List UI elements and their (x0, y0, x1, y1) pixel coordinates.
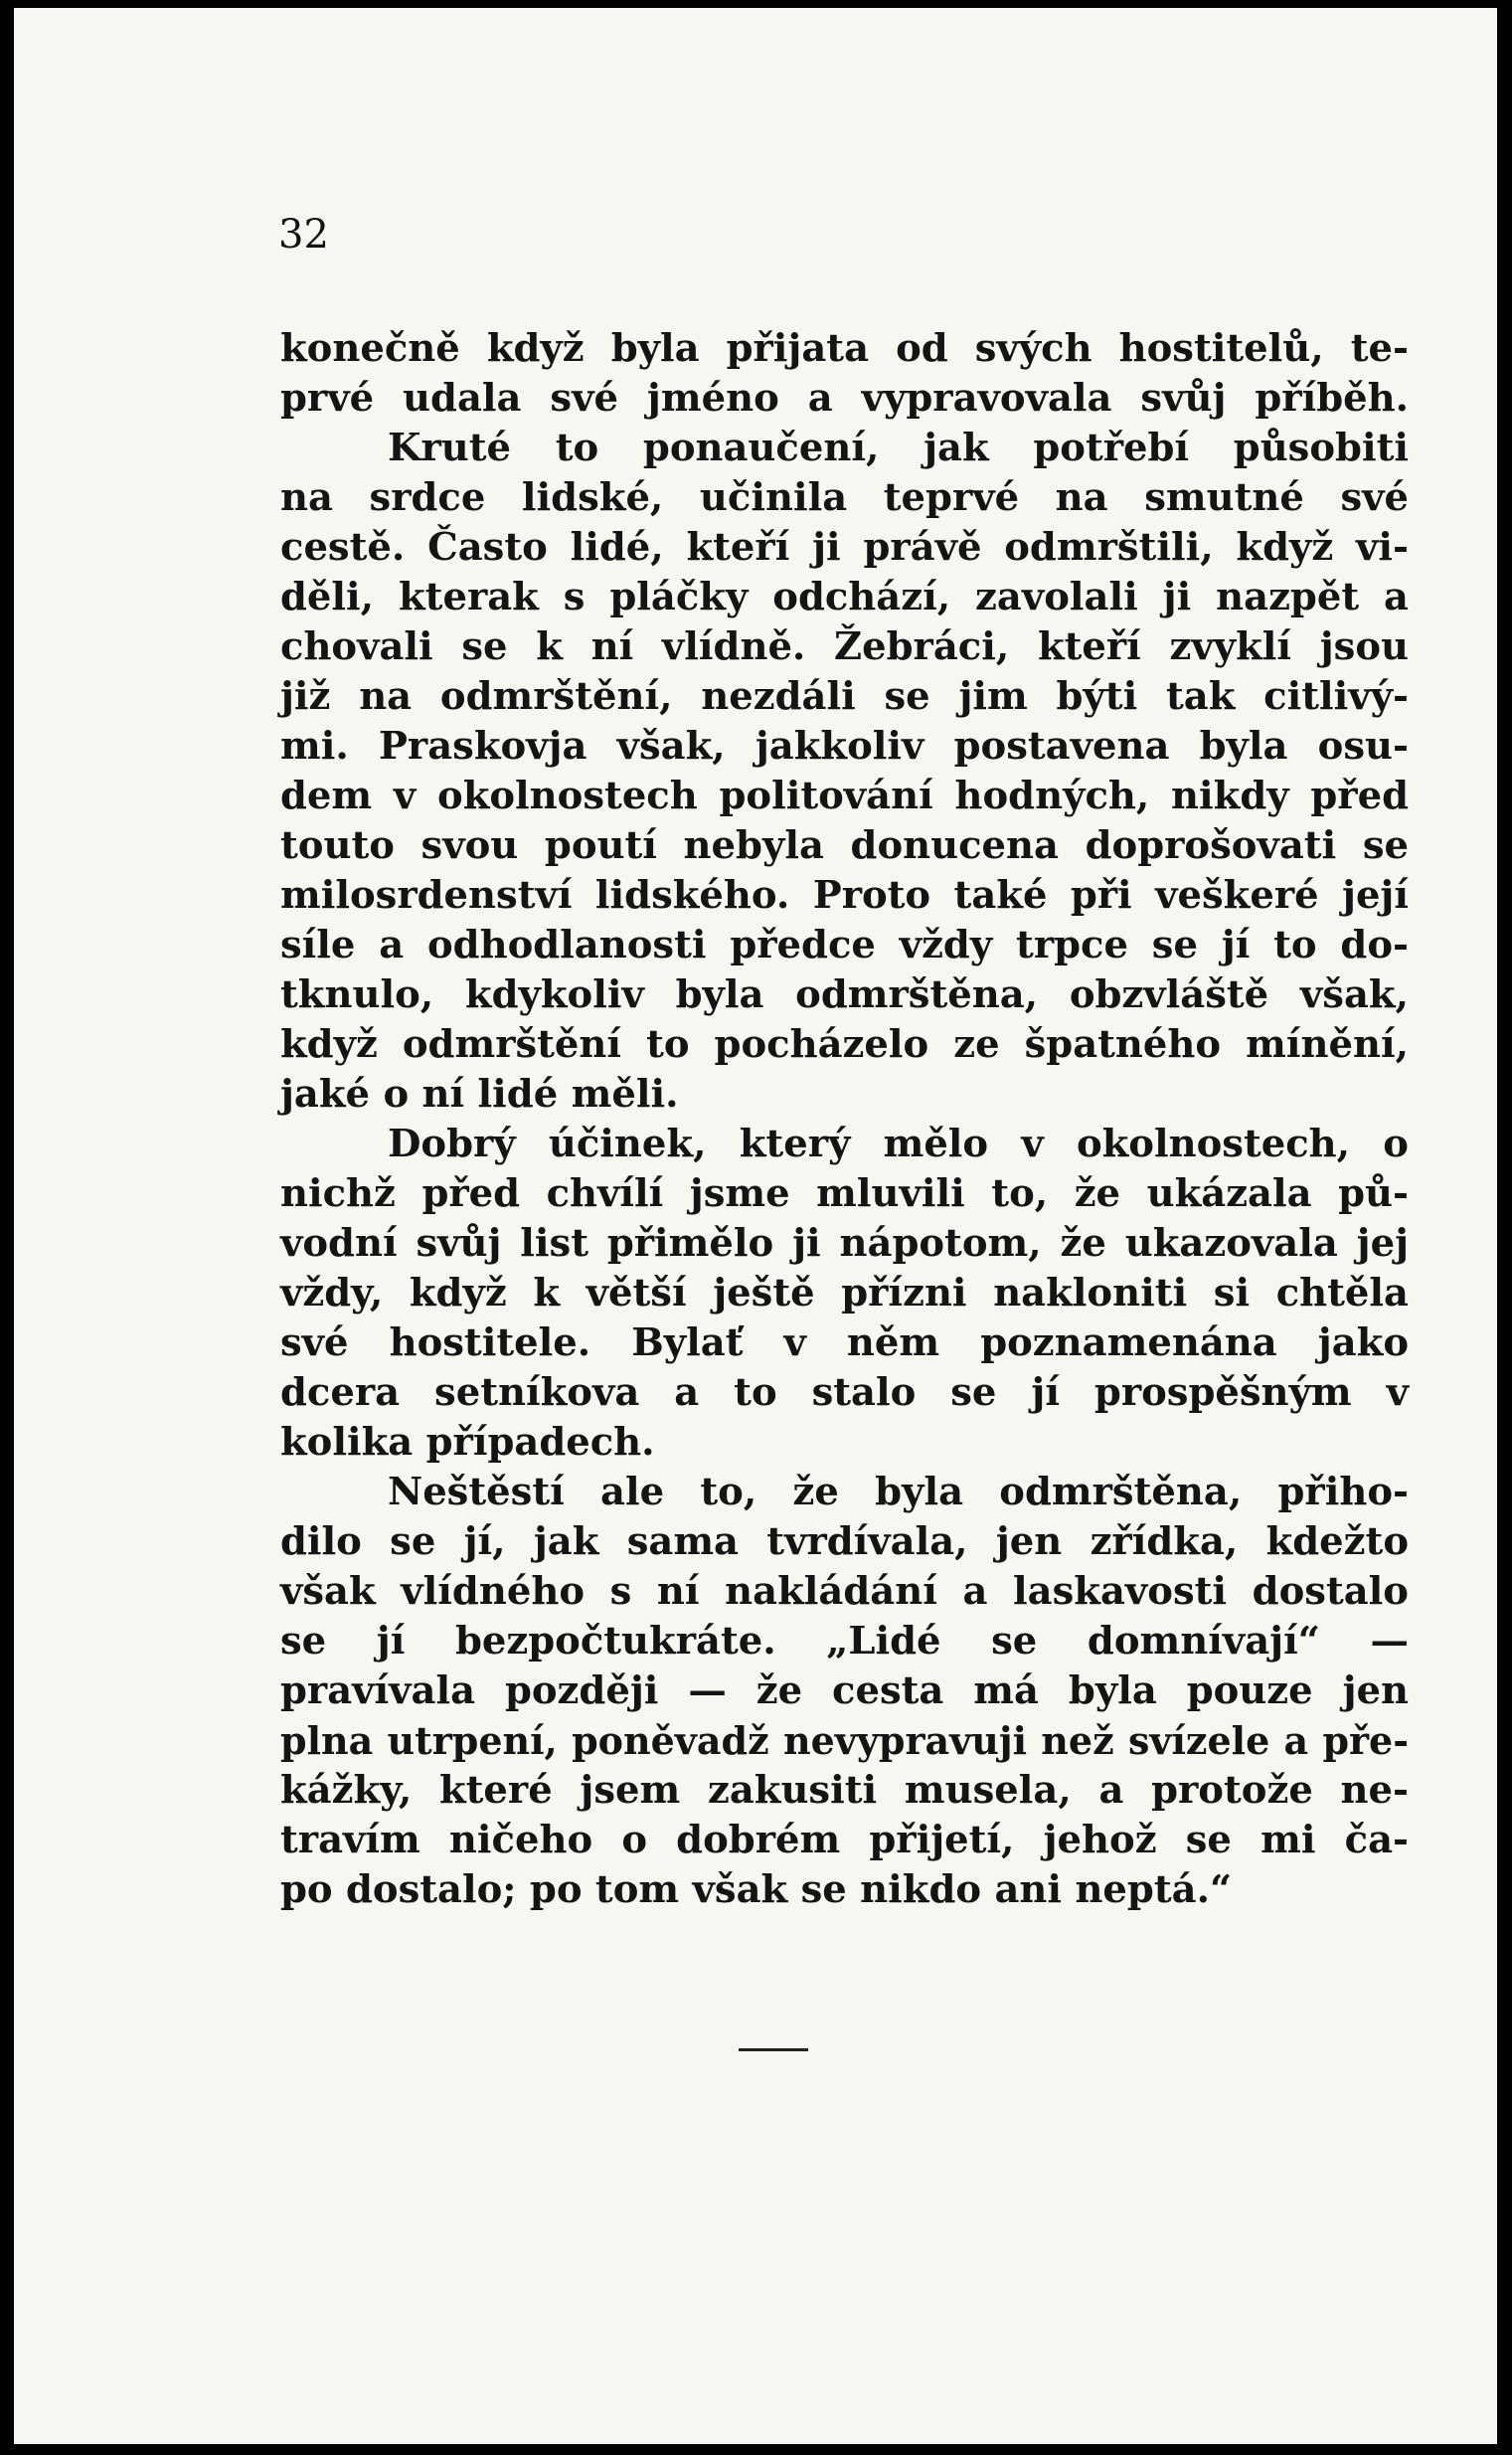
text-line: milosrdenství lidského. Proto také při veškeré její (280, 873, 1409, 918)
text-line: dilo se jí, jak sama tvrdívala, jen zřídka, kdežto (280, 1519, 1409, 1564)
text-line: plna utrpení, poněvadž nevypravuji než svízele a pře- (280, 1718, 1409, 1763)
text-line: síle a odhodlanosti předce vždy trpce se jí to do- (280, 923, 1409, 967)
text-line: již na odmrštění, nezdáli se jim býti tak citlivý- (280, 674, 1409, 719)
body-text (280, 324, 1409, 1915)
text-line: pravívala později — že cesta má byla pouze jen (280, 1668, 1409, 1713)
text-line: Kruté to ponaučení, jak potřebí působiti (388, 426, 1409, 470)
book-page (14, 8, 1497, 2444)
text-line: děli, kterak s pláčky odchází, zavolali ji nazpět a (280, 575, 1409, 619)
text-line: konečně když byla přijata od svých hostitelů, te- (280, 326, 1409, 371)
text-line: mi. Praskovja však, jakkoliv postavena byla osu- (280, 724, 1409, 769)
end-rule-divider (739, 2048, 808, 2051)
text-line: Dobrý účinek, který mělo v okolnostech, o (388, 1122, 1409, 1166)
text-line: cestě. Často lidé, kteří ji právě odmrštili, když vi- (280, 525, 1409, 570)
text-line: jaké o ní lidé měli. (280, 1072, 679, 1117)
text-line: nichž před chvílí jsme mluvili to, že ukázala pů- (280, 1171, 1409, 1216)
text-line: když odmrštění to pocházelo ze špatného mínění, (280, 1022, 1409, 1067)
text-line: kolika případech. (280, 1420, 655, 1465)
text-line: Neštěstí ale to, že byla odmrštěna, přiho- (388, 1470, 1409, 1514)
text-line: své hostitele. Bylať v něm poznamenána jako (280, 1320, 1409, 1365)
text-line: travím ničeho o dobrém přijetí, jehož se mi ča- (280, 1818, 1409, 1862)
text-line: kážky, které jsem zakusiti musela, a protože ne- (280, 1768, 1409, 1813)
text-line: dcera setníkova a to stalo se jí prospěšným v (280, 1370, 1409, 1415)
text-line: na srdce lidské, učinila teprvé na smutné své (280, 475, 1409, 520)
text-line: prvé udala své jméno a vypravovala svůj příběh. (280, 376, 1409, 421)
text-line: touto svou poutí nebyla donucena doprošovati se (280, 823, 1409, 868)
text-line: vždy, když k větší ještě přízni nakloniti si chtěla (280, 1271, 1409, 1315)
text-line: tknulo, kdykoliv byla odmrštěna, obzvláště však, (280, 972, 1409, 1017)
text-line: po dostalo; po tom však se nikdo ani neptá.“ (280, 1867, 1233, 1912)
text-line: dem v okolnostech politování hodných, nikdy před (280, 774, 1409, 818)
text-line: chovali se k ní vlídně. Žebráci, kteří zvyklí jsou (280, 624, 1409, 669)
page-number: 32 (278, 212, 329, 258)
text-line: vodní svůj list přimělo ji nápotom, že ukazovala jej (280, 1221, 1409, 1266)
text-line: se jí bezpočtukráte. „Lidé se domnívají“ — (280, 1619, 1409, 1664)
text-line: však vlídného s ní nakládání a laskavosti dostalo (280, 1569, 1409, 1614)
